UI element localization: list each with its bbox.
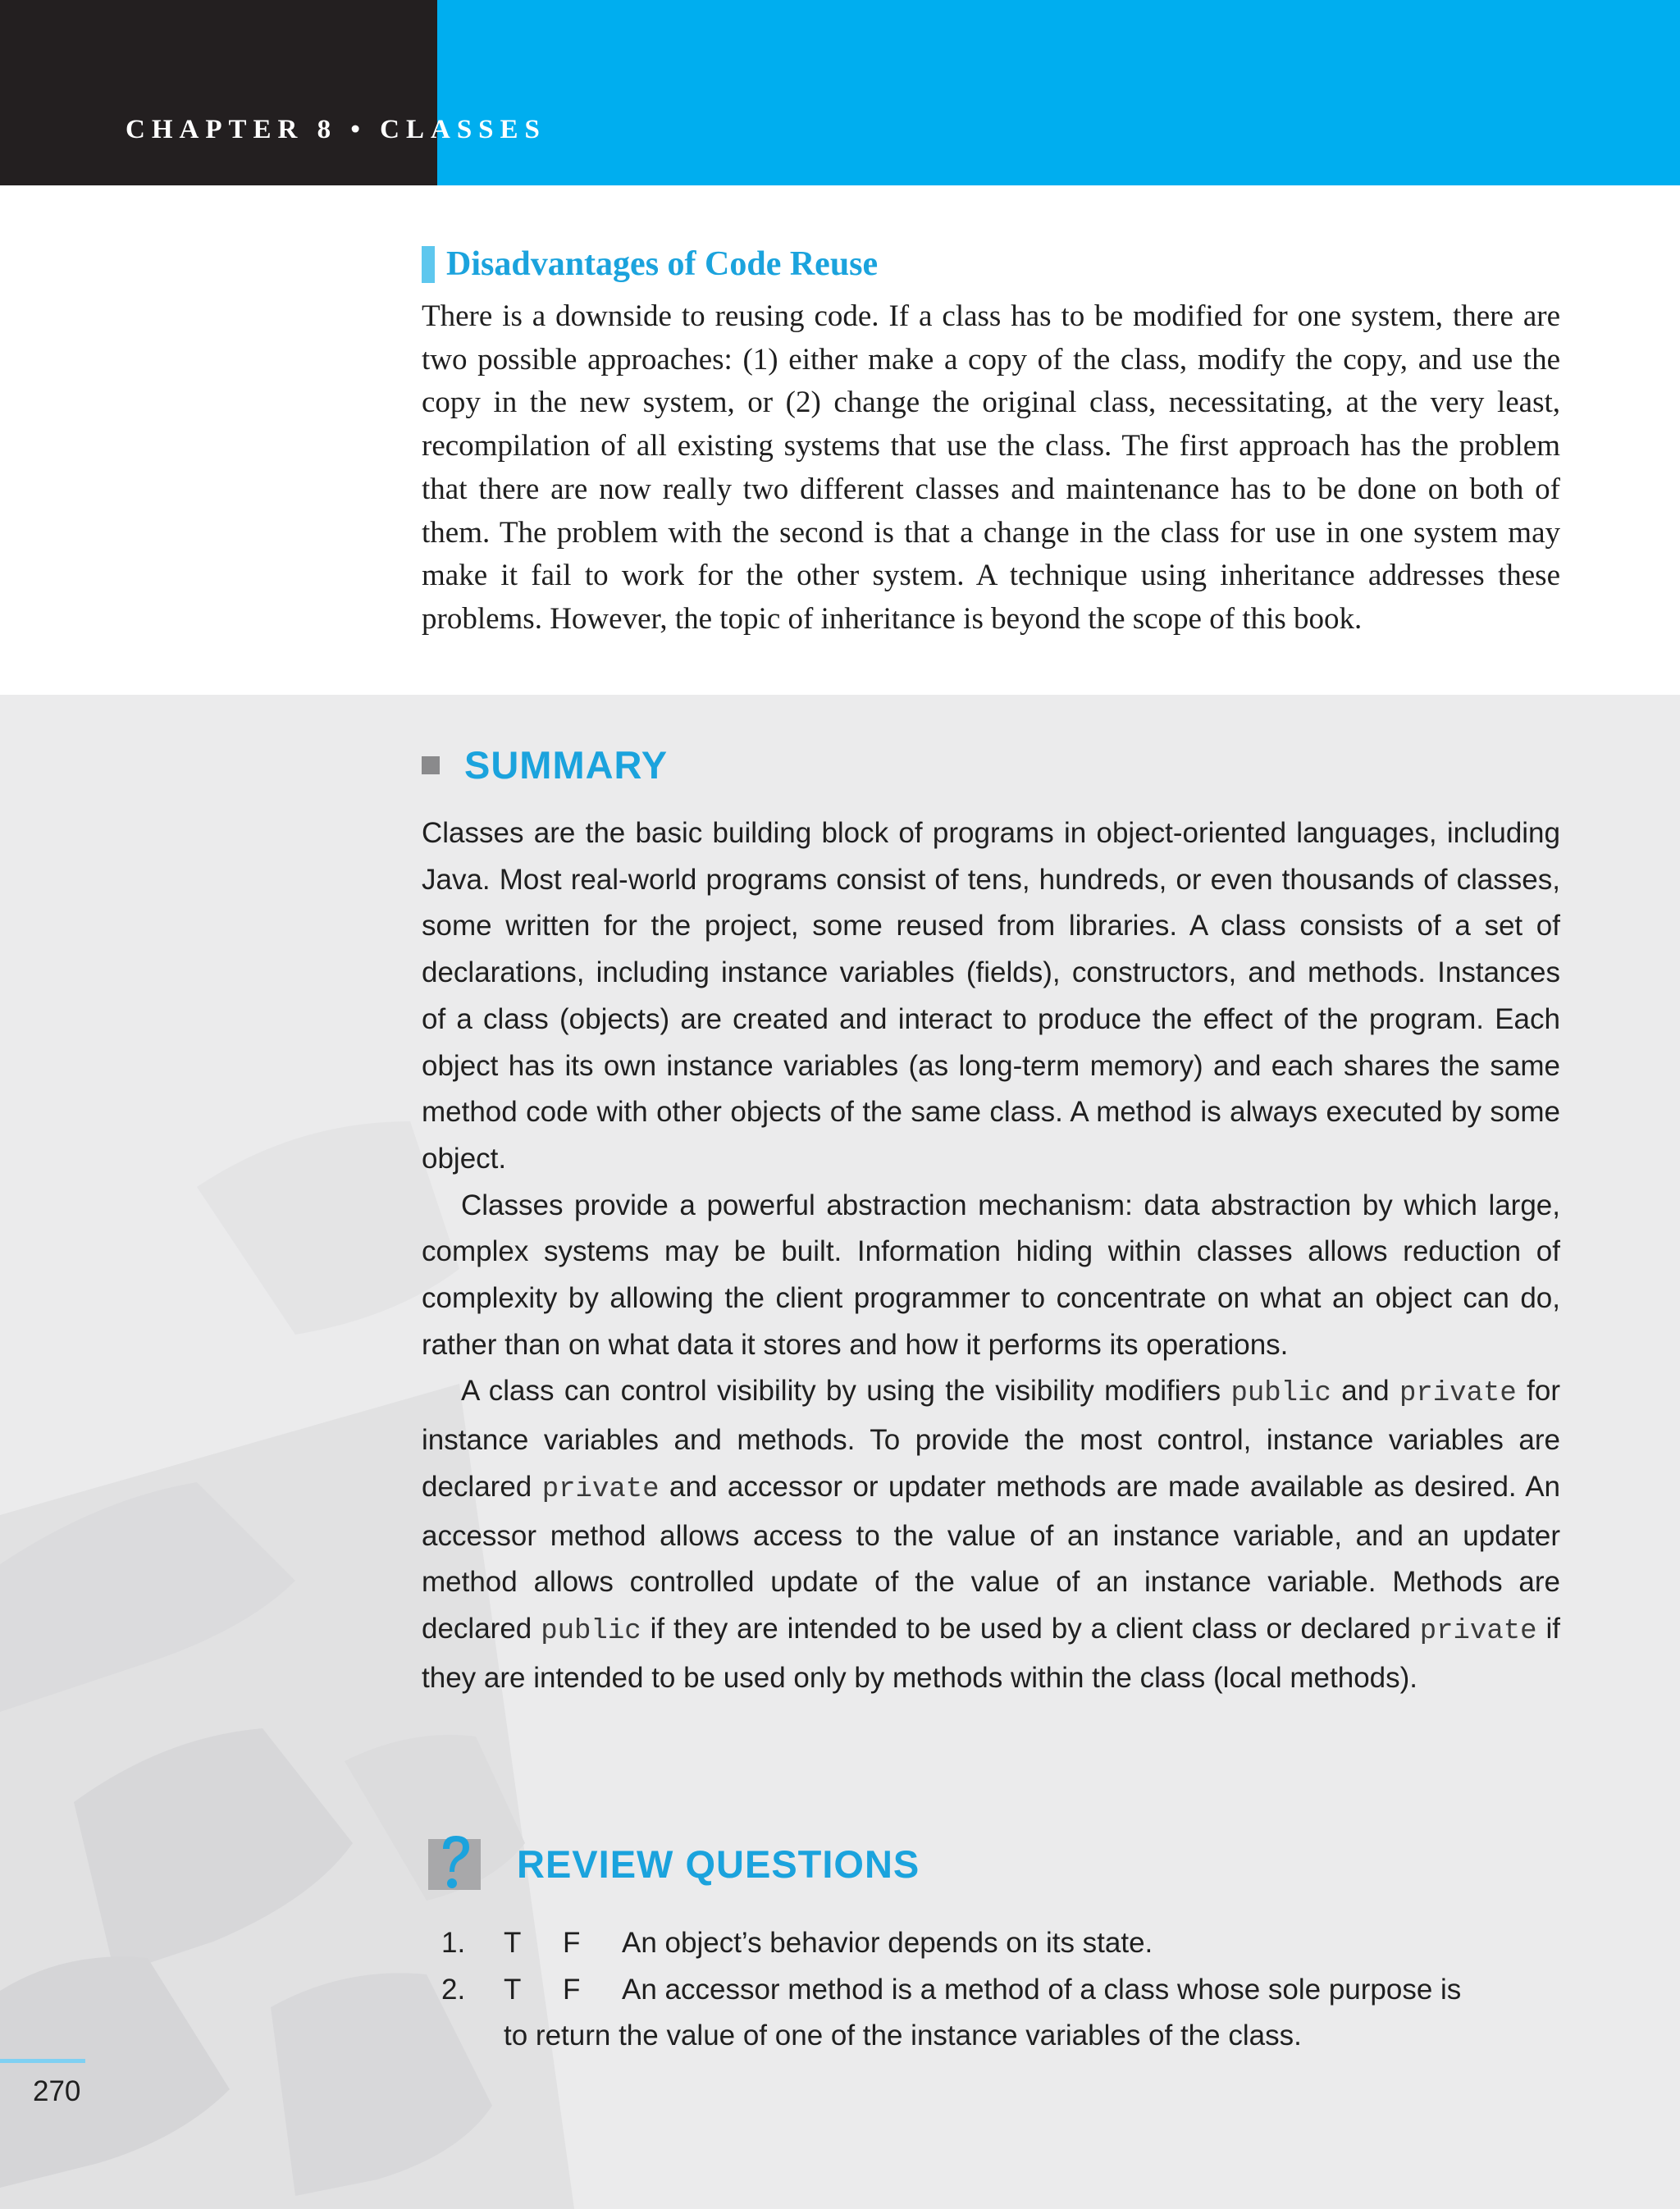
question-mark-icon	[425, 1831, 484, 1896]
question-number: 2.	[441, 1973, 466, 2006]
summary-paragraph-2: Classes provide a powerful abstraction mechanism: data abstraction by which large, complex systems may be built. Information hiding within classes allows reduction of complexity by allowing the client programmer to concentrate on what an object can do, rather than on what data it stores and how it performs its operations.	[422, 1189, 1560, 1361]
false-option: F	[563, 1927, 581, 1959]
text-run: and accessor or updater methods are made available as desired. An accessor method allows access to the value of an instance variable, and an updater method allows controlled update of the value of an instance variable. Methods are declared	[422, 1470, 1561, 1645]
code-private: private	[1419, 1615, 1537, 1647]
true-option: T	[504, 1973, 522, 2006]
heading-bar-icon	[422, 246, 435, 283]
summary-title: SUMMARY	[464, 743, 669, 787]
true-option: T	[504, 1927, 522, 1959]
text-run: and	[1331, 1375, 1399, 1408]
code-public: public	[541, 1615, 641, 1647]
header-dark-band	[0, 0, 437, 185]
question-text: An accessor method is a method of a class whose sole purpose is	[622, 1973, 1462, 2006]
review-question-list	[441, 1920, 1560, 2060]
review-question-2	[441, 1967, 1560, 2060]
code-private: private	[541, 1473, 660, 1505]
review-heading	[425, 1831, 920, 1896]
review-question-1	[441, 1920, 1560, 1967]
text-run: if they are intended to be used only by methods within the class (local methods).	[422, 1612, 1560, 1694]
code-private: private	[1399, 1378, 1517, 1410]
question-text: An object’s behavior depends on its state.	[622, 1927, 1153, 1959]
text-run: for instance variables and methods. To provide the most control, instance variables are declared	[422, 1375, 1560, 1503]
page-number: 270	[33, 2075, 81, 2107]
square-bullet-icon	[422, 756, 440, 774]
summary-paragraph-1: Classes are the basic building block of programs in object-oriented languages, including Java. Most real-world programs consist of tens, hundreds, or even thousands of classes, some written for the project, some reused from libraries. A class consists of a set of declarations, including instance variables (fields), constructors, and methods. Instances of a class (objects) are created and interact to produce the effect of the program. Each object has its own instance variables (as long-term memory) and each shares the same method code with other objects of the same class. A method is always executed by some object.	[422, 817, 1560, 1175]
question-number: 1.	[441, 1927, 466, 1959]
code-public: public	[1230, 1378, 1331, 1410]
summary-body	[422, 810, 1560, 1701]
section-heading	[422, 244, 878, 284]
summary-heading	[422, 742, 668, 787]
header-blue-band	[437, 0, 1680, 185]
text-run: A class can control visibility by using the visibility modifiers	[461, 1375, 1231, 1408]
text-run: if they are intended to be used by a client class or declared	[641, 1612, 1420, 1645]
section-paragraph: There is a downside to reusing code. If a class has to be modified for one system, there are two possible approaches: (1) either make a copy of the class, modify the copy, and use the copy in the new system, or (2) change the original class, necessitating, at the very least, recompilation of all existing systems that use the class. The first approach has the problem that there are now really two different classes and maintenance has to be done on both of them. The problem with the second is that a change in the class for use in one system may make it fail to work for the other system. A technique using inheritance addresses these problems. However, the topic of inheritance is beyond the scope of this book.	[422, 299, 1560, 636]
question-text-continued: to return the value of one of the instance variables of the class.	[504, 2020, 1302, 2052]
chapter-title: CHAPTER 8 • CLASSES	[126, 115, 546, 144]
false-option: F	[563, 1973, 581, 2006]
page-number-rule	[0, 2059, 85, 2063]
summary-paragraph-3	[422, 1368, 1560, 1701]
review-title: REVIEW QUESTIONS	[517, 1842, 920, 1886]
section-title: Disadvantages of Code Reuse	[446, 245, 879, 283]
